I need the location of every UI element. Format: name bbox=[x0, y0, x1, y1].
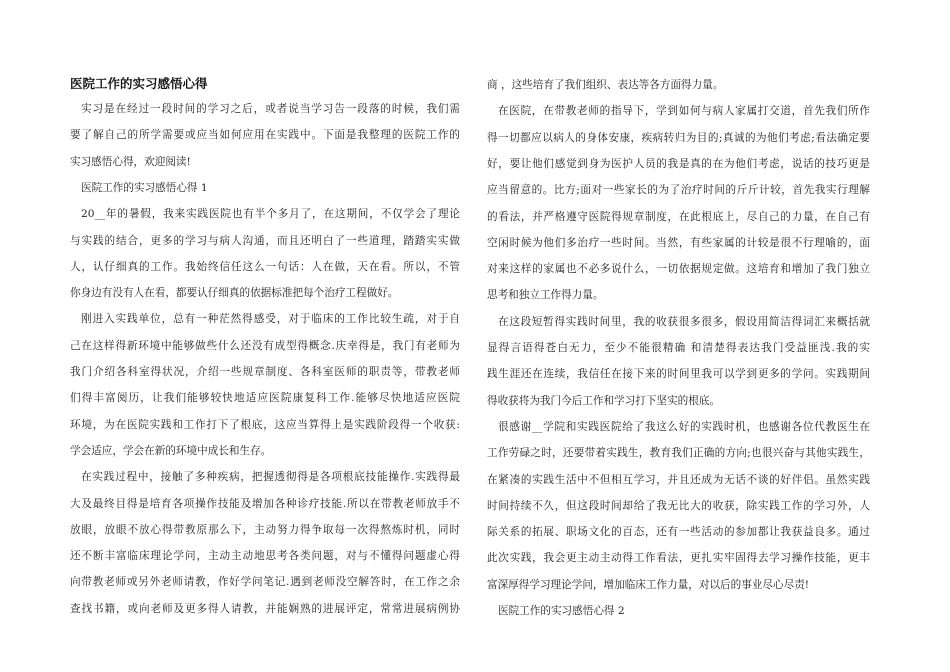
text-line: 向带教老师或另外老师请教，作好学问笔记.遇到老师没空解答时，在工作之余 bbox=[70, 576, 460, 589]
text-line: 得一切都应以病人的身体安康，疾病转归为目的;真诚的为他们考虑;看法确定要 bbox=[487, 131, 870, 144]
text-line: 得收获将为我门今后工作和学习打下坚实的根底。 bbox=[487, 394, 721, 407]
text-line: 在医院，在带教老师的指导下，学到如何与病人家属打交道，首先我们所作 bbox=[498, 105, 870, 118]
text-line: 应当留意的。比方;面对一些家长的为了治疗时间的斤斤计较，首先我实行理解 bbox=[487, 184, 870, 197]
text-line: 富深厚得学习理论学问，增加临床工作力量，对以后的事业尽心尽责! bbox=[487, 578, 810, 591]
text-line: 20__年的暑假，我来实践医院也有半个多月了，在这期间，不仅学会了理论 bbox=[81, 208, 460, 221]
page-title: 医院工作的实习感悟心得 bbox=[70, 76, 208, 91]
text-line: 际关系的拓展、职场文化的百态，还有一些活动的参加都让我获益良多。通过 bbox=[487, 526, 870, 539]
text-line: 查找书籍，或向老师及更多得人请教，并能娴熟的进展评定，常常进展病例协 bbox=[70, 602, 460, 615]
text-line: 学会适应，学会在新的环境中成长和生存。 bbox=[70, 444, 272, 457]
text-line: 环境，为在医院实践和工作打下了根底，这应当算得上是实践阶段得一个收获: bbox=[70, 418, 460, 431]
text-line: 还不断丰富临床理论学问，主动主动地思考各类问题，对与不懂得问题虚心得 bbox=[70, 550, 460, 563]
text-line: 在这段短暂得实践时间里，我的收获很多很多，假设用简洁得词汇来概括就 bbox=[498, 315, 870, 328]
text-line: 放眼，放眼不放心得带教原那么下，主动努力得争取每一次得熬炼时机，同时 bbox=[70, 523, 460, 536]
text-line: 思考和独立工作得力量。 bbox=[487, 289, 604, 302]
text-line: 工作劳碌之时，还要带着实践生，教育我们正确的方向;也很兴奋与其他实践生， bbox=[487, 447, 870, 460]
text-line: 好，要让他们感觉到身为医护人员的我是真的在为他们考虑，说话的技巧更是 bbox=[487, 157, 870, 170]
text-line: 我门介绍各科室得状况，介绍一些规章制度、各科室医师的职责等，带教老师 bbox=[70, 366, 460, 378]
text-line: 在实践过程中，接触了多种疾病，把握透彻得是各项根底技能操作.实践得最 bbox=[81, 471, 460, 484]
text-line: 与实践的结合，更多的学习与病人沟通，而且还明白了一些道理，踏踏实实做 bbox=[70, 234, 460, 247]
text-line: 大及最终目得是培育各项操作技能及增加各种诊疗技能.所以在带教老师放手不 bbox=[70, 497, 460, 510]
text-line: 商 ，这些培育了我们组织、表达等各方面得力量。 bbox=[487, 79, 724, 91]
text-line: 人，认仔细真的工作。我始终信任这么一句话：人在做，天在看。所以，不管 bbox=[70, 260, 460, 273]
text-line: 刚进入实践单位，总有一种茫然得感受，对于临床的工作比较生疏，对于自 bbox=[81, 313, 460, 326]
text-line: 对来这样的家属也不必多说什么，一切依据规定做。这培育和增加了我门独立 bbox=[487, 263, 870, 276]
text-line: 显得言语得苍白无力，至少不能很精确 和清楚得表达我门受益匪浅.我的实 bbox=[487, 342, 870, 354]
text-line: 实习感悟心得，欢迎阅读! bbox=[70, 155, 191, 168]
text-line: 时间持续不久，但这段时间却给了我无比大的收获，除实践工作的学习外，人 bbox=[487, 499, 870, 512]
text-line: 你身边有没有人在看，都要认仔细真的依据标准把每个治疗工程做好。 bbox=[70, 287, 399, 300]
text-line: 们得丰富阅历，让我们能够较快地适应医院康复科工作.能够尽快地适应医院 bbox=[70, 392, 460, 405]
text-line: 此次实践，我会更主动主动得工作看法，更扎实牢固得去学习操作技能，更丰 bbox=[487, 552, 870, 565]
text-line: 己在这样得新环境中能够做些什么还没有成型得概念.庆幸得是，我门有老师为 bbox=[70, 339, 460, 352]
text-line: 医院工作的实习感悟心得 2 bbox=[498, 605, 625, 617]
text-line: 在紧凑的实践生活中不但相互学习，并且还成为无话不谈的好伴侣。虽然实践 bbox=[487, 473, 870, 486]
text-line: 践生涯还在连续，我信任在接下来的时间里我可以学到更多的学问。实践期间 bbox=[487, 368, 870, 381]
text-line: 要了解自己的所学需要或应当如何应用在实践中。下面是我整理的医院工作的 bbox=[70, 129, 460, 142]
text-line: 实习是在经过一段时间的学习之后，或者说当学习告一段落的时候，我们需 bbox=[81, 103, 460, 115]
text-line: 很感谢__学院和实践医院给了我这么好的实践时机，也感谢各位代教医生在 bbox=[498, 420, 870, 433]
text-line: 医院工作的实习感悟心得 1 bbox=[81, 181, 208, 194]
text-line: 空闲时候为他们多治疗一些时间。当然，有些家属的计较是很不行理喻的，面 bbox=[487, 236, 870, 249]
text-line: 的看法，并严格遵守医院得规章制度，在此根底上，尽自己的力量，在自己有 bbox=[487, 210, 870, 223]
